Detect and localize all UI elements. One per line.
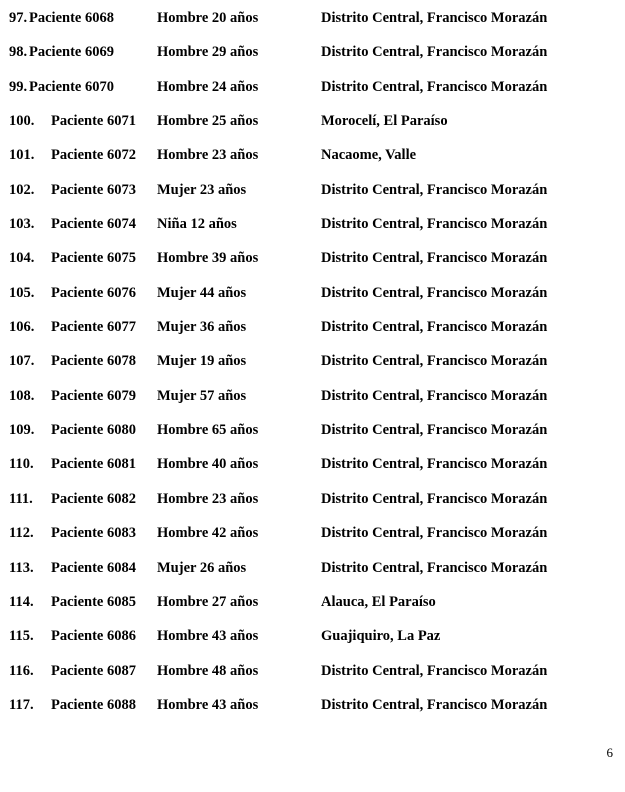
patient-name: Paciente 6080 — [51, 422, 136, 439]
patient-demographics: Hombre 20 años — [157, 10, 259, 26]
patient-demographics: Hombre 29 años — [157, 44, 259, 61]
patient-name: Paciente 6068 — [29, 10, 114, 26]
patient-name: Paciente 6077 — [51, 319, 136, 336]
item-number: 105. — [9, 284, 35, 301]
patient-location: Distrito Central, Francisco Morazán — [321, 696, 548, 713]
item-number: 101. — [9, 147, 35, 164]
patient-demographics: Hombre 43 años — [157, 628, 259, 645]
list-item — [0, 696, 625, 730]
patient-name: Paciente 6086 — [51, 628, 136, 645]
patient-location: Distrito Central, Francisco Morazán — [321, 181, 548, 198]
patient-name: Paciente 6085 — [51, 593, 136, 610]
list-item — [0, 9, 625, 43]
patient-location: Alauca, El Paraíso — [321, 593, 436, 610]
item-number: 107. — [9, 353, 35, 370]
patient-location: Distrito Central, Francisco Morazán — [321, 284, 548, 301]
patient-location: Distrito Central, Francisco Morazán — [321, 10, 548, 26]
item-number: 100. — [9, 113, 35, 130]
list-item — [0, 284, 625, 318]
patient-location: Guajiquiro, La Paz — [321, 628, 441, 645]
patient-location: Distrito Central, Francisco Morazán — [321, 319, 548, 336]
list-item — [0, 593, 625, 627]
item-number: 104. — [9, 250, 35, 267]
item-number: 115. — [9, 628, 34, 645]
patient-name: Paciente 6070 — [29, 78, 114, 95]
list-item — [0, 43, 625, 77]
patient-location: Distrito Central, Francisco Morazán — [321, 490, 548, 507]
patient-location: Distrito Central, Francisco Morazán — [321, 525, 548, 542]
list-item — [0, 524, 625, 558]
patient-demographics: Mujer 36 años — [157, 319, 247, 336]
patient-name: Paciente 6087 — [51, 662, 136, 679]
item-number: 109. — [9, 422, 35, 439]
patient-location: Distrito Central, Francisco Morazán — [321, 78, 548, 95]
page-number: 6 — [606, 745, 613, 760]
patient-list — [0, 9, 625, 730]
list-item — [0, 78, 625, 112]
patient-location: Distrito Central, Francisco Morazán — [321, 216, 548, 233]
patient-demographics: Mujer 26 años — [157, 559, 247, 576]
item-number: 99. — [9, 78, 28, 95]
item-number: 108. — [9, 387, 35, 404]
item-number: 106. — [9, 319, 35, 336]
patient-name: Paciente 6071 — [51, 113, 136, 130]
item-number: 102. — [9, 181, 35, 198]
patient-demographics: Hombre 27 años — [157, 593, 259, 610]
patient-location: Distrito Central, Francisco Morazán — [321, 559, 548, 576]
list-item — [0, 146, 625, 180]
patient-location: Distrito Central, Francisco Morazán — [321, 662, 548, 679]
patient-name: Paciente 6076 — [51, 284, 136, 301]
item-number: 117. — [9, 696, 34, 713]
item-number: 114. — [9, 593, 34, 610]
list-item — [0, 181, 625, 215]
patient-demographics: Hombre 65 años — [157, 422, 259, 439]
patient-name: Paciente 6081 — [51, 456, 136, 473]
patient-demographics: Hombre 25 años — [157, 113, 259, 130]
list-item — [0, 490, 625, 524]
item-number: 116. — [9, 662, 34, 679]
patient-name: Paciente 6078 — [51, 353, 136, 370]
list-item — [0, 627, 625, 661]
patient-demographics: Hombre 42 años — [157, 525, 259, 542]
patient-location: Distrito Central, Francisco Morazán — [321, 250, 548, 267]
item-number: 111. — [9, 490, 33, 507]
list-item — [0, 249, 625, 283]
list-item — [0, 387, 625, 421]
list-item — [0, 559, 625, 593]
patient-location: Distrito Central, Francisco Morazán — [321, 44, 548, 61]
patient-name: Paciente 6084 — [51, 559, 136, 576]
list-item — [0, 421, 625, 455]
patient-name: Paciente 6075 — [51, 250, 136, 267]
list-item — [0, 455, 625, 489]
patient-location: Distrito Central, Francisco Morazán — [321, 422, 548, 439]
item-number: 112. — [9, 525, 34, 542]
patient-name: Paciente 6073 — [51, 181, 136, 198]
patient-name: Paciente 6083 — [51, 525, 136, 542]
item-number: 97. — [9, 10, 28, 26]
item-number: 110. — [9, 456, 34, 473]
item-number: 113. — [9, 559, 34, 576]
patient-demographics: Niña 12 años — [157, 216, 237, 233]
patient-location: Distrito Central, Francisco Morazán — [321, 353, 548, 370]
list-item — [0, 318, 625, 352]
patient-demographics: Mujer 44 años — [157, 284, 247, 301]
patient-demographics: Hombre 43 años — [157, 696, 259, 713]
patient-name: Paciente 6069 — [29, 44, 114, 61]
list-item — [0, 352, 625, 386]
item-number: 103. — [9, 216, 35, 233]
patient-name: Paciente 6079 — [51, 387, 136, 404]
list-item — [0, 215, 625, 249]
patient-location: Distrito Central, Francisco Morazán — [321, 456, 548, 473]
patient-demographics: Hombre 23 años — [157, 147, 259, 164]
patient-name: Paciente 6082 — [51, 490, 136, 507]
list-item — [0, 662, 625, 696]
patient-demographics: Hombre 40 años — [157, 456, 259, 473]
patient-demographics: Hombre 23 años — [157, 490, 259, 507]
patient-demographics: Mujer 23 años — [157, 181, 247, 198]
patient-demographics: Hombre 39 años — [157, 250, 259, 267]
patient-location: Nacaome, Valle — [321, 147, 417, 164]
patient-name: Paciente 6072 — [51, 147, 136, 164]
patient-location: Distrito Central, Francisco Morazán — [321, 387, 548, 404]
patient-name: Paciente 6074 — [51, 216, 136, 233]
patient-demographics: Hombre 48 años — [157, 662, 259, 679]
list-item — [0, 112, 625, 146]
patient-demographics: Hombre 24 años — [157, 78, 259, 95]
patient-demographics: Mujer 19 años — [157, 353, 247, 370]
item-number: 98. — [9, 44, 28, 61]
patient-name: Paciente 6088 — [51, 696, 136, 713]
patient-location: Morocelí, El Paraíso — [321, 113, 448, 130]
patient-demographics: Mujer 57 años — [157, 387, 247, 404]
